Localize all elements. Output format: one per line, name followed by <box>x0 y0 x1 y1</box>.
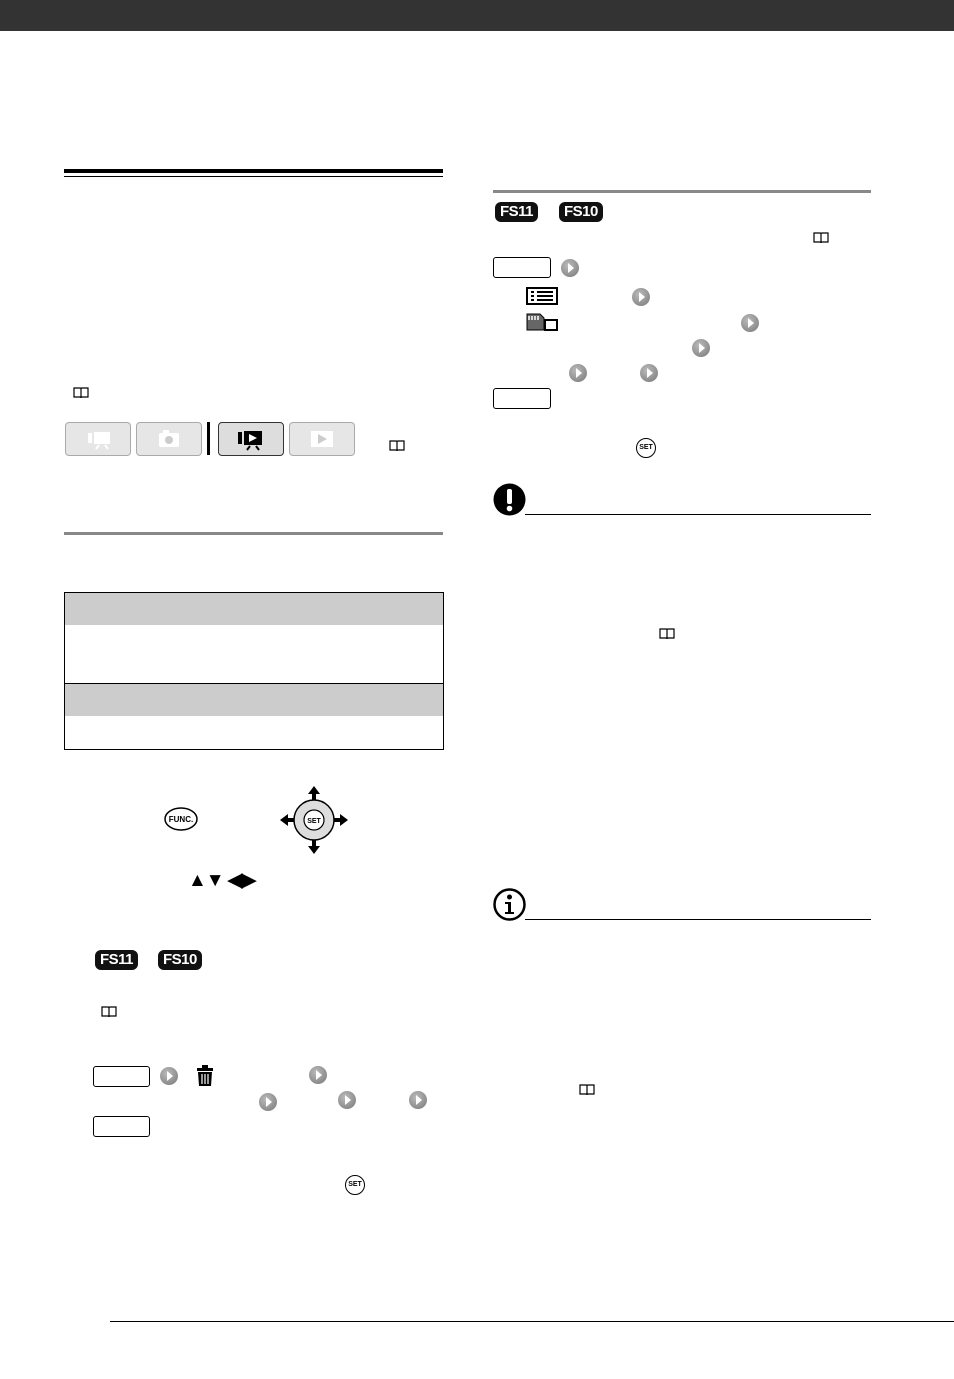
next-step-arrow-icon <box>338 1091 356 1109</box>
mode-button-movie-playback[interactable] <box>218 422 284 456</box>
next-step-arrow-icon <box>741 314 759 332</box>
footer-rule <box>110 1321 954 1322</box>
func-key-box[interactable] <box>493 257 551 278</box>
section-title-subrule <box>64 176 443 177</box>
model-badge-fs10: FS10 <box>559 202 603 222</box>
joystick-icon <box>280 784 350 856</box>
exclamation-icon <box>493 483 526 516</box>
next-step-arrow-icon <box>569 364 587 382</box>
mode-button-photo-record[interactable] <box>136 422 202 456</box>
mode-button-photo-playback[interactable] <box>289 422 355 456</box>
subsection-rule <box>64 532 443 535</box>
func-key-box[interactable] <box>93 1116 150 1137</box>
direction-keys-label: ▲▼ ◀▶ <box>188 870 256 891</box>
important-section-rule <box>525 514 871 515</box>
photo-playback-icon <box>290 423 354 455</box>
options-table <box>64 592 444 750</box>
menu-list-icon <box>526 287 558 305</box>
still-camera-icon <box>137 423 201 455</box>
next-step-arrow-icon <box>259 1093 277 1111</box>
svg-text:SET: SET <box>307 818 321 825</box>
next-step-arrow-icon <box>561 259 579 277</box>
movie-playback-icon <box>219 423 283 455</box>
func-label: FUNC. <box>168 815 194 824</box>
book-reference-icon <box>579 1084 595 1096</box>
info-icon <box>493 888 526 921</box>
mode-divider <box>207 422 210 455</box>
subsection-rule <box>493 190 871 193</box>
section-title-rule <box>64 169 443 173</box>
book-reference-icon <box>389 440 405 452</box>
next-step-arrow-icon <box>632 288 650 306</box>
func-button-icon <box>163 806 199 832</box>
func-key-box[interactable] <box>93 1066 150 1087</box>
next-step-arrow-icon <box>640 364 658 382</box>
func-key-box[interactable] <box>493 388 551 409</box>
note-section-rule <box>525 919 871 920</box>
book-reference-icon <box>101 1006 117 1018</box>
book-reference-icon <box>659 628 675 640</box>
trash-icon <box>194 1065 216 1087</box>
model-badge-fs11: FS11 <box>95 950 138 970</box>
book-reference-icon <box>813 232 829 244</box>
mode-button-movie-record[interactable] <box>65 422 131 456</box>
set-button-icon: SET <box>636 438 656 458</box>
model-badge-fs10: FS10 <box>158 950 202 970</box>
memory-card-icon <box>526 312 558 332</box>
model-badge-fs11: FS11 <box>495 202 538 222</box>
next-step-arrow-icon <box>692 339 710 357</box>
set-button-icon: SET <box>345 1175 365 1195</box>
table-header-row <box>65 593 443 625</box>
table-header-row <box>65 684 443 716</box>
next-step-arrow-icon <box>309 1066 327 1084</box>
next-step-arrow-icon <box>160 1067 178 1085</box>
top-header-bar <box>0 0 954 31</box>
movie-camera-icon <box>66 423 130 455</box>
book-reference-icon <box>73 387 89 399</box>
next-step-arrow-icon <box>409 1091 427 1109</box>
